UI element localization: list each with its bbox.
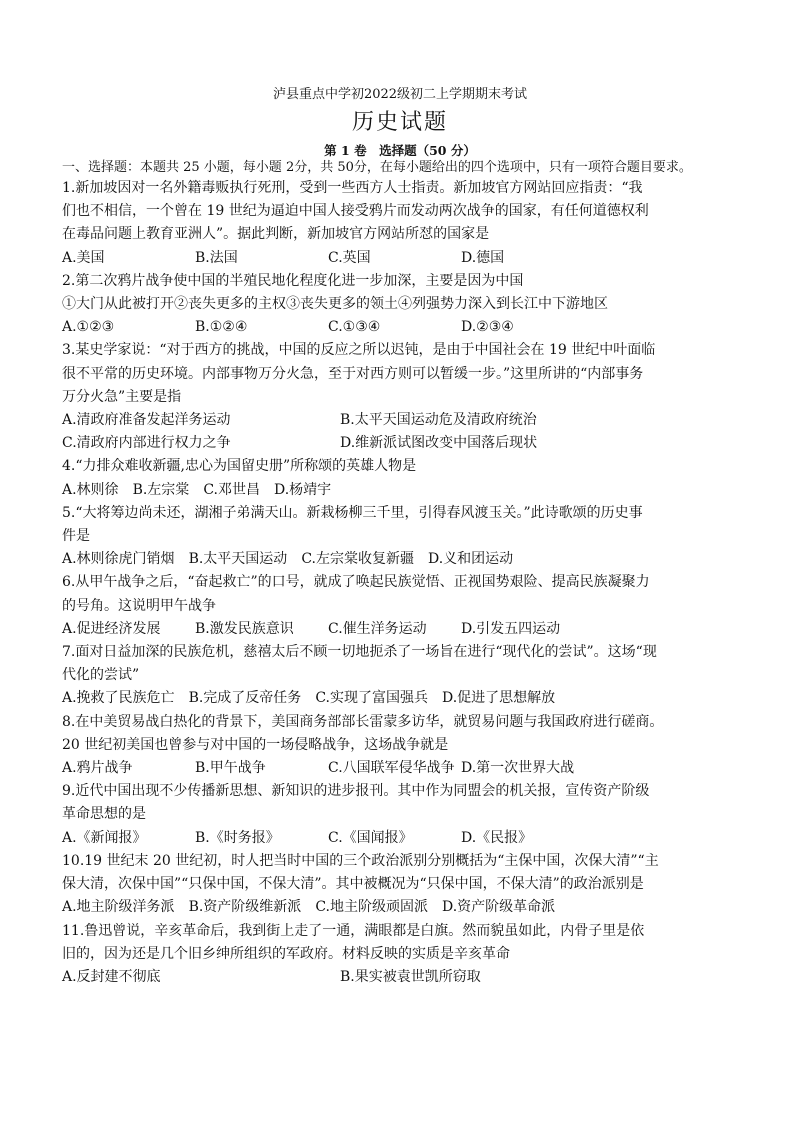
question-stem-line: 20 世纪初美国也曾参与对中国的一场侵略战争，这场战争就是 bbox=[62, 736, 449, 753]
options-row bbox=[62, 966, 738, 989]
option-d[interactable]: D.维新派试图改变中国落后现状 bbox=[340, 435, 538, 452]
question-stem-line: 在毒品问题上教育亚洲人”。据此判断，新加坡官方网站所怼的国家是 bbox=[62, 226, 490, 243]
option-d[interactable]: D.德国 bbox=[461, 249, 505, 266]
option-b[interactable]: B.完成了反帝任务 bbox=[188, 690, 302, 707]
option-a[interactable]: A.林则徐 bbox=[62, 481, 119, 498]
option-b[interactable]: B.《时务报》 bbox=[195, 829, 280, 846]
option-c[interactable]: C.《国闻报》 bbox=[328, 829, 413, 846]
question-stem-line: 旧的，因为还是几个旧乡绅所组织的军政府。材料反映的实质是辛亥革命 bbox=[62, 945, 510, 962]
option-b[interactable]: B.太平天国运动危及清政府统治 bbox=[340, 412, 537, 429]
question-stem-line: 们也不相信，一个曾在 19 世纪为逼迫中国人接受鸦片而发动两次战争的国家，有任何道德权利 bbox=[62, 203, 649, 220]
question-stem-line: 10.19 世纪末 20 世纪初，时人把当时中国的三个政治派别分别概括为“主保中国，次保大清”“主 bbox=[62, 852, 659, 869]
question-stem-line: 万分火急”主要是指 bbox=[62, 388, 182, 405]
option-b[interactable]: B.资产阶级维新派 bbox=[188, 899, 302, 916]
option-c[interactable]: C.地主阶级顽固派 bbox=[315, 899, 428, 916]
options-row bbox=[62, 409, 738, 432]
question-9 bbox=[62, 780, 738, 850]
question-8 bbox=[62, 711, 738, 781]
instructions: 一、选择题：本题共 25 小题，每小题 2分，共 50分，在每小题给出的四个选项中，只有一项符合题目要求。 bbox=[62, 160, 692, 175]
option-b[interactable]: B.果实被袁世凯所窃取 bbox=[340, 968, 481, 985]
question-11 bbox=[62, 920, 738, 990]
question-stem-line: 代化的尝试” bbox=[62, 667, 140, 684]
school-exam-name: 泸县重点中学初2022级初二上学期期末考试 bbox=[272, 87, 528, 102]
option-c[interactable]: C.①③④ bbox=[328, 319, 381, 336]
question-stem-line: 件是 bbox=[62, 528, 90, 545]
option-c[interactable]: C.催生洋务运动 bbox=[328, 620, 427, 637]
option-d[interactable]: D.促进了思想解放 bbox=[441, 690, 556, 707]
option-d[interactable]: D.义和团运动 bbox=[427, 551, 514, 568]
question-stem-line: 7.面对日益加深的民族危机，慈禧太后不顾一切地扼杀了一场旨在进行“现代化的尝试”。这场“现 bbox=[62, 644, 657, 661]
option-a[interactable]: A.鸦片战争 bbox=[62, 760, 133, 777]
question-5 bbox=[62, 502, 738, 572]
question-stem-line: 9.近代中国出现不少传播新思想、新知识的进步报刊。其中作为同盟会的机关报，宣传资产阶级 bbox=[62, 783, 650, 800]
question-4 bbox=[62, 455, 738, 501]
option-d[interactable]: D.②③④ bbox=[461, 319, 514, 336]
option-b[interactable]: B.激发民族意识 bbox=[195, 620, 294, 637]
options-row bbox=[62, 896, 738, 919]
option-a[interactable]: A.挽救了民族危亡 bbox=[62, 690, 175, 707]
options-row bbox=[62, 479, 738, 502]
option-d[interactable]: D.第一次世界大战 bbox=[461, 760, 575, 777]
option-d[interactable]: D.杨靖宇 bbox=[273, 481, 332, 498]
page-title: 历史试题 bbox=[351, 110, 448, 135]
option-a[interactable]: A.反封建不彻底 bbox=[62, 968, 161, 985]
question-list bbox=[62, 177, 738, 989]
question-stem-line: 3.某史学家说：“对于西方的挑战，中国的反应之所以迟钝，是由于中国社会在 19 世纪中叶面临 bbox=[62, 342, 656, 359]
question-stem-line: 5.“大将筹边尚未还，湖湘子弟满天山。新栽杨柳三千里，引得春风渡玉关。”此诗歌颂的历史事 bbox=[62, 504, 643, 521]
option-b[interactable]: B.法国 bbox=[195, 249, 238, 266]
option-a[interactable]: A.美国 bbox=[62, 249, 105, 266]
question-stem-line: 1.新加坡因对一名外籍毒贩执行死刑，受到一些西方人士指责。新加坡官方网站回应指责：“我 bbox=[62, 180, 643, 196]
question-3 bbox=[62, 339, 738, 455]
question-stem-line: 很不平常的历史环境。内部事物万分火急，至于对西方则可以暂缓一步。”这里所讲的“内部事务 bbox=[62, 365, 644, 382]
question-stem-line: ①大门从此被打开②丧失更多的主权③丧失更多的领土④列强势力深入到长江中下游地区 bbox=[62, 296, 608, 313]
option-a[interactable]: A.《新闻报》 bbox=[62, 829, 147, 846]
options-row bbox=[62, 827, 738, 850]
options-row bbox=[62, 548, 738, 571]
option-a[interactable]: A.林则徐虎门销烟 bbox=[62, 551, 175, 568]
section-heading: 第 1 卷 选择题（50 分） bbox=[324, 143, 476, 158]
options-row bbox=[62, 757, 738, 780]
option-a[interactable]: A.①②③ bbox=[62, 319, 115, 336]
options-row bbox=[62, 687, 738, 710]
question-stem-line: 革命思想的是 bbox=[62, 806, 146, 823]
options-row bbox=[62, 247, 738, 270]
question-1 bbox=[62, 177, 738, 270]
option-d[interactable]: D.《民报》 bbox=[461, 829, 533, 846]
option-c[interactable]: C.邓世昌 bbox=[203, 481, 260, 498]
option-b[interactable]: B.①②④ bbox=[195, 319, 248, 336]
option-a[interactable]: A.地主阶级洋务派 bbox=[62, 899, 175, 916]
question-stem-line: 6.从甲午战争之后，“奋起救亡”的口号，就成了唤起民族觉悟、正视国势艰险、提高民族凝聚力 bbox=[62, 574, 650, 591]
options-row bbox=[62, 432, 738, 455]
option-a[interactable]: A.促进经济发展 bbox=[62, 620, 161, 637]
option-a[interactable]: A.清政府准备发起洋务运动 bbox=[62, 412, 231, 429]
question-7 bbox=[62, 641, 738, 711]
option-c[interactable]: C.清政府内部进行权力之争 bbox=[62, 435, 231, 452]
question-stem-line: 的号角。这说明甲午战争 bbox=[62, 597, 216, 614]
option-c[interactable]: C.八国联军侵华战争 bbox=[328, 760, 455, 777]
question-stem-line: 8.在中美贸易战白热化的背景下，美国商务部部长雷蒙多访华，就贸易问题与我国政府进行磋商。 bbox=[62, 713, 664, 730]
question-2 bbox=[62, 270, 738, 340]
options-row bbox=[62, 316, 738, 339]
option-c[interactable]: C.英国 bbox=[328, 249, 371, 266]
question-stem-line: 2.第二次鸦片战争使中国的半殖民地化程度化进一步加深，主要是因为中国 bbox=[62, 272, 524, 289]
question-stem-line: 4.“力排众难收新疆,忠心为国留史册”所称颂的英雄人物是 bbox=[62, 458, 417, 475]
question-10 bbox=[62, 850, 738, 920]
option-c[interactable]: C.实现了富国强兵 bbox=[315, 690, 428, 707]
options-row bbox=[62, 618, 738, 641]
option-b[interactable]: B.太平天国运动 bbox=[188, 551, 288, 568]
option-b[interactable]: B.左宗棠 bbox=[132, 481, 190, 498]
option-d[interactable]: D.引发五四运动 bbox=[461, 620, 561, 637]
question-6 bbox=[62, 571, 738, 641]
option-d[interactable]: D.资产阶级革命派 bbox=[441, 899, 556, 916]
question-stem-line: 保大清，次保中国”“只保中国，不保大清”。其中被概况为“只保中国，不保大清”的政治派别是 bbox=[62, 876, 644, 893]
question-stem-line: 11.鲁迅曾说，辛亥革命后，我到街上走了一通，满眼都是白旗。然而貌虽如此，内骨子里是依 bbox=[62, 922, 645, 939]
option-b[interactable]: B.甲午战争 bbox=[195, 760, 266, 777]
option-c[interactable]: C.左宗棠收复新疆 bbox=[301, 551, 414, 568]
